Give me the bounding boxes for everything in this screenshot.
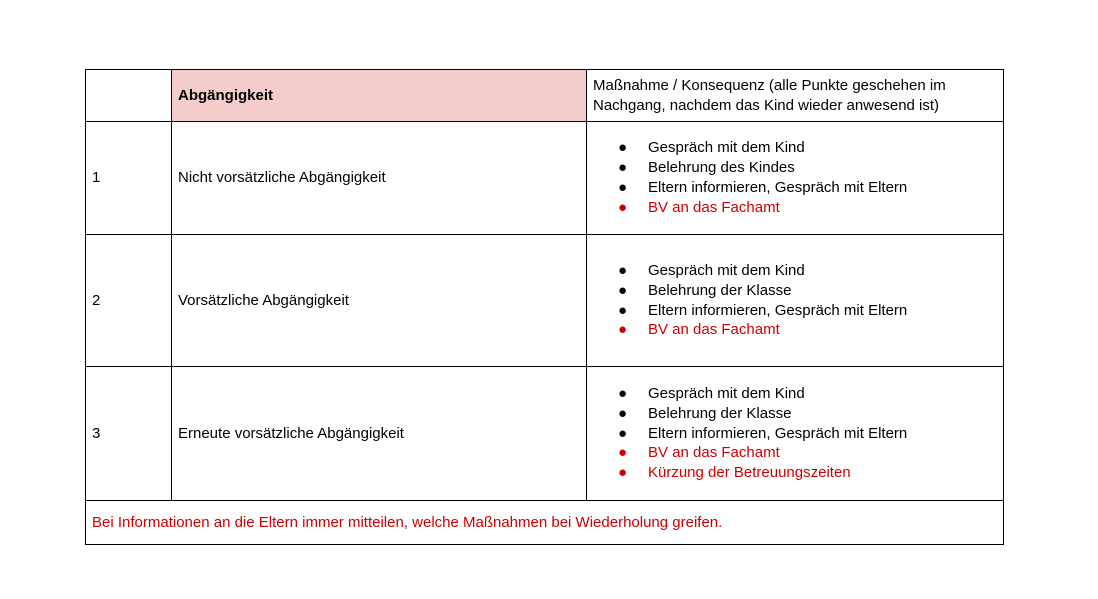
list-item — [618, 463, 997, 483]
table-row — [86, 122, 1004, 235]
bullet-icon: ● — [618, 179, 628, 196]
table-header-row — [86, 70, 1004, 122]
measure-text: Gespräch mit dem Kind — [648, 261, 805, 279]
row-measures-cell — [587, 122, 1004, 235]
row-measures-cell — [587, 367, 1004, 501]
measure-text: Belehrung der Klasse — [648, 404, 792, 422]
list-item — [618, 301, 997, 321]
measure-text: Gespräch mit dem Kind — [648, 385, 805, 402]
list-item — [618, 443, 997, 463]
measure-text: BV an das Fachamt — [648, 321, 780, 339]
table-footer-row — [86, 501, 1004, 545]
row-number: 2 — [86, 235, 172, 367]
table-row — [86, 367, 1004, 501]
row-measures-cell — [587, 235, 1004, 367]
measure-text: Eltern informieren, Gespräch mit Eltern — [648, 424, 908, 442]
bullet-icon: ● — [618, 464, 628, 482]
measure-text: Kürzung der Betreuungszeiten — [648, 464, 851, 482]
bullet-icon: ● — [618, 385, 628, 402]
list-item — [618, 198, 997, 218]
list-item — [618, 158, 997, 178]
list-item — [618, 178, 997, 198]
list-item — [618, 138, 997, 158]
bullet-icon: ● — [618, 198, 628, 216]
measure-text: BV an das Fachamt — [648, 444, 780, 462]
bullet-icon: ● — [618, 424, 628, 442]
measure-text: Gespräch mit dem Kind — [648, 139, 805, 157]
list-item — [618, 261, 997, 281]
measure-text: Eltern informieren, Gespräch mit Eltern — [648, 301, 908, 319]
bullet-icon: ● — [618, 444, 628, 462]
list-item — [618, 281, 997, 301]
list-item — [618, 424, 997, 444]
list-item — [618, 404, 997, 424]
header-empty-cell — [86, 70, 172, 122]
bullet-icon: ● — [618, 281, 628, 299]
row-type: Nicht vorsätzliche Abgängigkeit — [172, 122, 587, 235]
measure-text: BV an das Fachamt — [648, 198, 780, 216]
measures-list — [593, 138, 997, 217]
bullet-icon: ● — [618, 404, 628, 422]
list-item — [618, 384, 997, 404]
header-title-cell: Abgängigkeit — [172, 70, 587, 122]
bullet-icon: ● — [618, 159, 628, 177]
measure-text: Eltern informieren, Gespräch mit Eltern — [648, 179, 908, 196]
measures-table — [85, 69, 1004, 545]
header-measures-cell: Maßnahme / Konsequenz (alle Punkte geschehen im Nachgang, nachdem das Kind wieder anwesend ist) — [587, 70, 1004, 122]
bullet-icon: ● — [618, 261, 628, 279]
list-item — [618, 320, 997, 340]
table-row — [86, 235, 1004, 367]
footer-note: Bei Informationen an die Eltern immer mitteilen, welche Maßnahmen bei Wiederholung greifen. — [86, 501, 1004, 545]
measure-text: Belehrung der Klasse — [648, 281, 792, 299]
bullet-icon: ● — [618, 139, 628, 157]
bullet-icon: ● — [618, 321, 628, 339]
measures-list — [593, 384, 997, 483]
bullet-icon: ● — [618, 301, 628, 319]
measures-list — [593, 261, 997, 340]
row-type: Vorsätzliche Abgängigkeit — [172, 235, 587, 367]
row-type: Erneute vorsätzliche Abgängigkeit — [172, 367, 587, 501]
measure-text: Belehrung des Kindes — [648, 159, 795, 177]
row-number: 3 — [86, 367, 172, 501]
row-number: 1 — [86, 122, 172, 235]
